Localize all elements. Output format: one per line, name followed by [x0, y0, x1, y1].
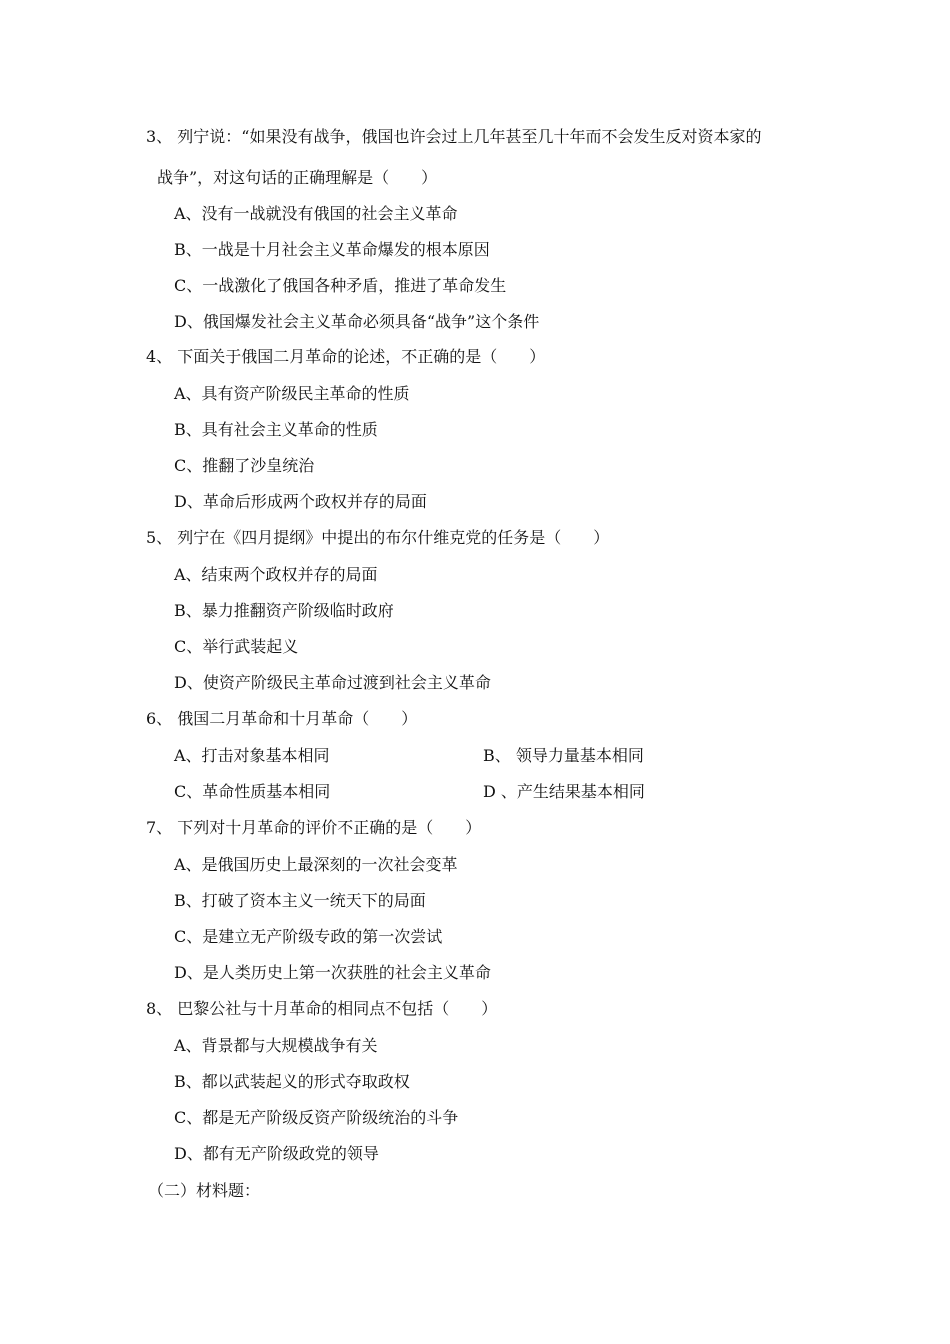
question-6-option-c: C、革命性质基本相同: [174, 782, 331, 801]
question-7-stem: 7、 下列对十月革命的评价不正确的是（ ）: [146, 818, 482, 837]
question-3-stem: 3、 列宁说：“如果没有战争，俄国也许会过上几年甚至几十年而不会发生反对资本家的: [146, 127, 762, 146]
question-3-option-a: A、没有一战就没有俄国的社会主义革命: [174, 204, 458, 223]
question-7-option-b: B、打破了资本主义一统天下的局面: [174, 891, 426, 910]
question-3-option-b: B、一战是十月社会主义革命爆发的根本原因: [174, 240, 490, 259]
question-5-stem: 5、 列宁在《四月提纲》中提出的布尔什维克党的任务是（ ）: [146, 528, 610, 547]
question-8-option-b: B、都以武装起义的形式夺取政权: [174, 1072, 410, 1091]
question-4-stem: 4、 下面关于俄国二月革命的论述，不正确的是（ ）: [146, 347, 546, 366]
question-8-stem: 8、 巴黎公社与十月革命的相同点不包括（ ）: [146, 999, 498, 1018]
question-3-option-d: D、俄国爆发社会主义革命必须具备“战争”这个条件: [174, 312, 540, 331]
question-6-option-a: A、打击对象基本相同: [174, 746, 330, 765]
question-4-option-a: A、具有资产阶级民主革命的性质: [174, 384, 410, 403]
question-7-option-a: A、是俄国历史上最深刻的一次社会变革: [174, 855, 458, 874]
question-8-option-c: C、都是无产阶级反资产阶级统治的斗争: [174, 1108, 459, 1127]
question-5-option-d: D、使资产阶级民主革命过渡到社会主义革命: [174, 673, 491, 692]
question-6-stem: 6、 俄国二月革命和十月革命（ ）: [146, 709, 418, 728]
question-7-option-c: C、是建立无产阶级专政的第一次尝试: [174, 927, 443, 946]
question-6-option-d: D 、产生结果基本相同: [483, 782, 645, 801]
question-5-option-a: A、结束两个政权并存的局面: [174, 565, 378, 584]
question-6-option-b: B、 领导力量基本相同: [483, 746, 644, 765]
question-4-option-b: B、具有社会主义革命的性质: [174, 420, 378, 439]
question-5-option-c: C、举行武装起义: [174, 637, 299, 656]
question-4-option-c: C、推翻了沙皇统治: [174, 456, 315, 475]
question-4-option-d: D、革命后形成两个政权并存的局面: [174, 492, 427, 511]
question-3-stem-continued: 战争”，对这句话的正确理解是（ ）: [157, 168, 438, 187]
question-3-option-c: C、一战激化了俄国各种矛盾，推进了革命发生: [174, 276, 507, 295]
question-8-option-a: A、背景都与大规模战争有关: [174, 1036, 378, 1055]
question-7-option-d: D、是人类历史上第一次获胜的社会主义革命: [174, 963, 491, 982]
question-8-option-d: D、都有无产阶级政党的领导: [174, 1144, 379, 1163]
question-5-option-b: B、暴力推翻资产阶级临时政府: [174, 601, 394, 620]
section-heading: （二）材料题：: [148, 1181, 261, 1200]
